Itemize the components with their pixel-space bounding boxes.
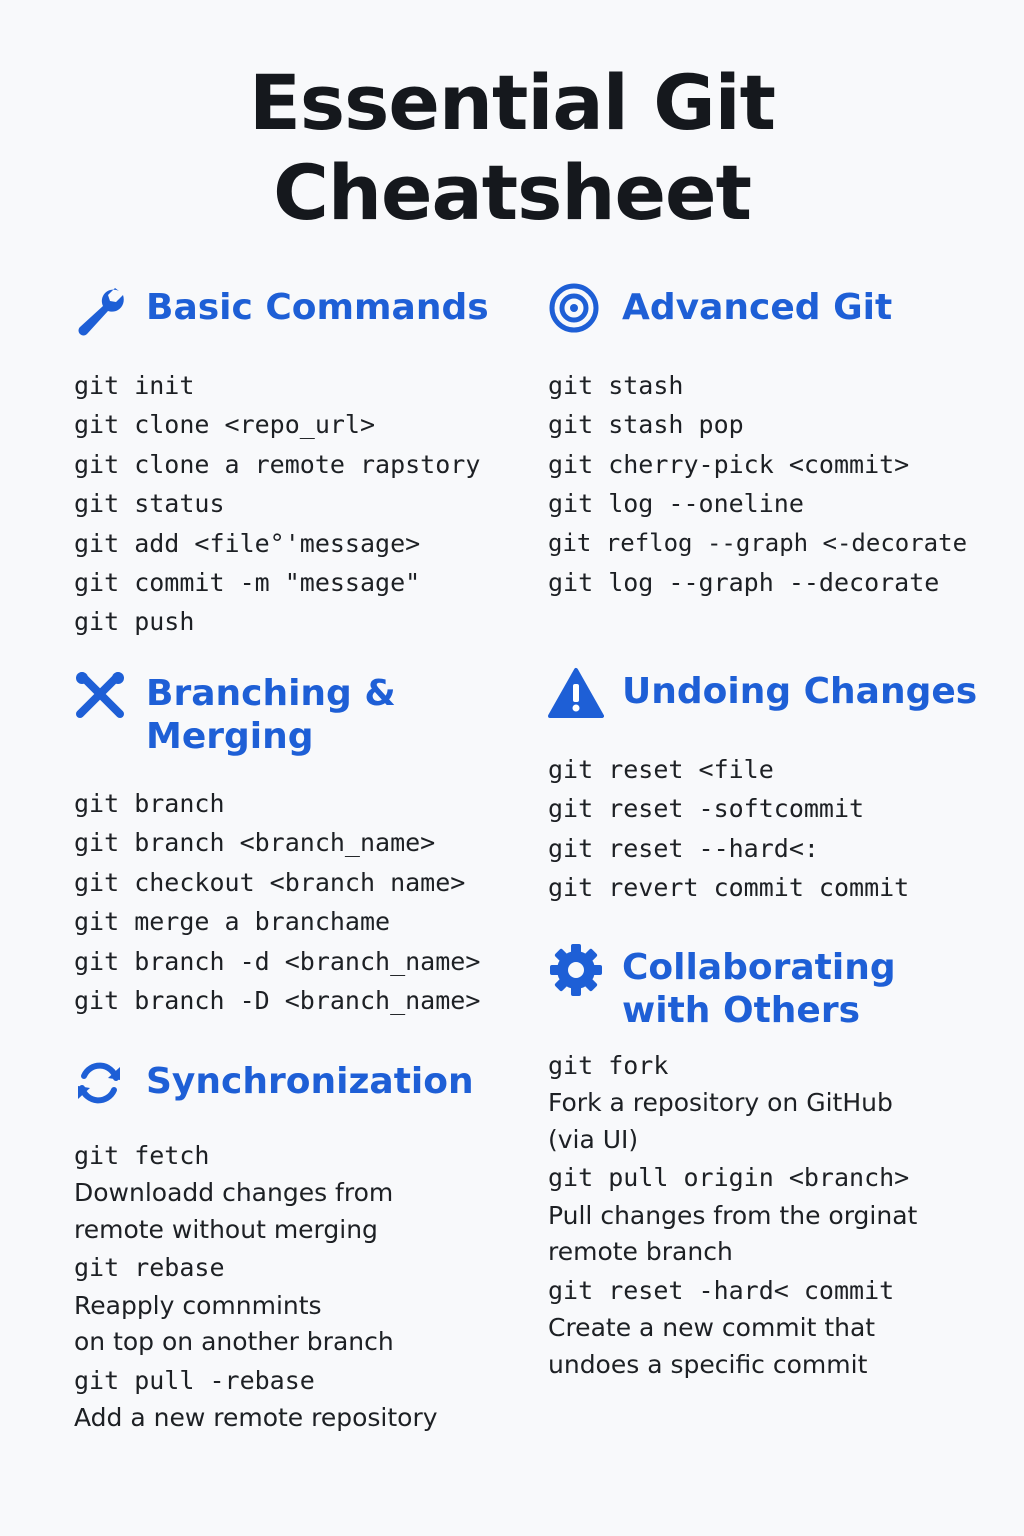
section-basic-commands — [72, 286, 502, 642]
command-line: git cherry-pick <commit> — [548, 449, 910, 479]
section-title: Undoing Changes — [622, 671, 978, 712]
command-line: git branch -d <branch_name> — [74, 946, 481, 976]
section-title: Branching & — [146, 673, 396, 714]
description-line: Pull changes from the orginat — [548, 1200, 918, 1230]
command-line: git clone <repo_url> — [74, 410, 376, 440]
description-line: remote without merging — [74, 1214, 378, 1244]
section-header — [72, 286, 502, 340]
command-line: git merge a branchame — [74, 907, 391, 937]
section-title: Collaborating — [622, 947, 896, 988]
command-line: git reset <file — [548, 755, 774, 784]
section-title: Basic Commands — [146, 287, 489, 328]
section-title: Advanced Git — [622, 287, 893, 328]
command-line: git fork — [548, 1051, 669, 1080]
command-line: git checkout <branch name> — [74, 867, 466, 897]
section-header — [72, 1060, 502, 1114]
command-list — [548, 366, 1008, 602]
command-line: git pull origin <branch> — [548, 1163, 910, 1193]
section-header — [548, 286, 1008, 340]
section-undoing-changes — [548, 670, 1008, 908]
section-header — [72, 672, 502, 758]
command-line: git commit -m "message" — [74, 568, 421, 598]
command-list — [548, 750, 1008, 908]
description-line: Reapply comnmints — [74, 1290, 322, 1320]
page-title: Essential Git Cheatsheet — [249, 58, 775, 237]
section-header — [548, 946, 1008, 1032]
command-line: git revert commit commit — [548, 873, 910, 903]
section-title: with Others — [622, 990, 861, 1031]
sync-icon — [72, 1056, 130, 1114]
command-line: git reset --hard<: — [548, 833, 819, 863]
command-line: git branch -D <branch_name> — [74, 986, 481, 1016]
section-title: Merging — [146, 716, 314, 757]
section-branching-merging — [72, 672, 502, 1020]
wrench-icon — [72, 282, 130, 340]
description-line: (via UI) — [548, 1124, 639, 1154]
warning-icon — [548, 666, 606, 724]
command-list — [548, 1046, 1008, 1383]
description-line: on top on another branch — [74, 1327, 394, 1357]
description-line: Create a new commit that — [548, 1313, 876, 1343]
command-line: git reflog --graph <-decorate — [548, 528, 968, 557]
command-line: git branch — [74, 789, 225, 818]
command-list — [74, 1136, 502, 1437]
section-header — [548, 670, 1008, 724]
command-line: git clone a remote rapstory — [74, 449, 481, 479]
command-list — [74, 366, 502, 642]
target-icon — [548, 282, 606, 340]
command-line: git reset -softcommit — [548, 794, 865, 824]
section-advanced-git — [548, 286, 1008, 602]
section-title: Synchronization — [146, 1061, 474, 1102]
description-line: Add a new remote repository — [74, 1403, 438, 1433]
command-line: git add <file°'message> — [74, 528, 421, 558]
command-line: git log --oneline — [548, 489, 804, 519]
command-line: git stash pop — [548, 410, 744, 440]
description-line: remote branch — [548, 1237, 733, 1267]
cross-icon — [72, 668, 130, 726]
command-line: git status — [74, 489, 225, 519]
command-line: git reset -hard< commit — [548, 1275, 895, 1305]
command-line: git pull -rebase — [74, 1365, 315, 1395]
command-line: git log --graph --decorate — [548, 568, 940, 598]
command-line: git branch <branch_name> — [74, 828, 436, 858]
command-list — [74, 784, 502, 1020]
section-synchronization — [72, 1060, 502, 1437]
description-line: undoes a specific commit — [548, 1349, 868, 1379]
command-line: git fetch — [74, 1141, 210, 1170]
command-line: git stash — [548, 371, 684, 400]
command-line: git init — [74, 371, 195, 400]
section-collaborating — [548, 946, 1008, 1383]
description-line: Downloadd changes from — [74, 1178, 394, 1208]
description-line: Fork a repository on GitHub — [548, 1088, 893, 1118]
command-line: git push — [74, 607, 195, 637]
gear-icon — [548, 942, 606, 1000]
command-line: git rebase — [74, 1253, 225, 1283]
